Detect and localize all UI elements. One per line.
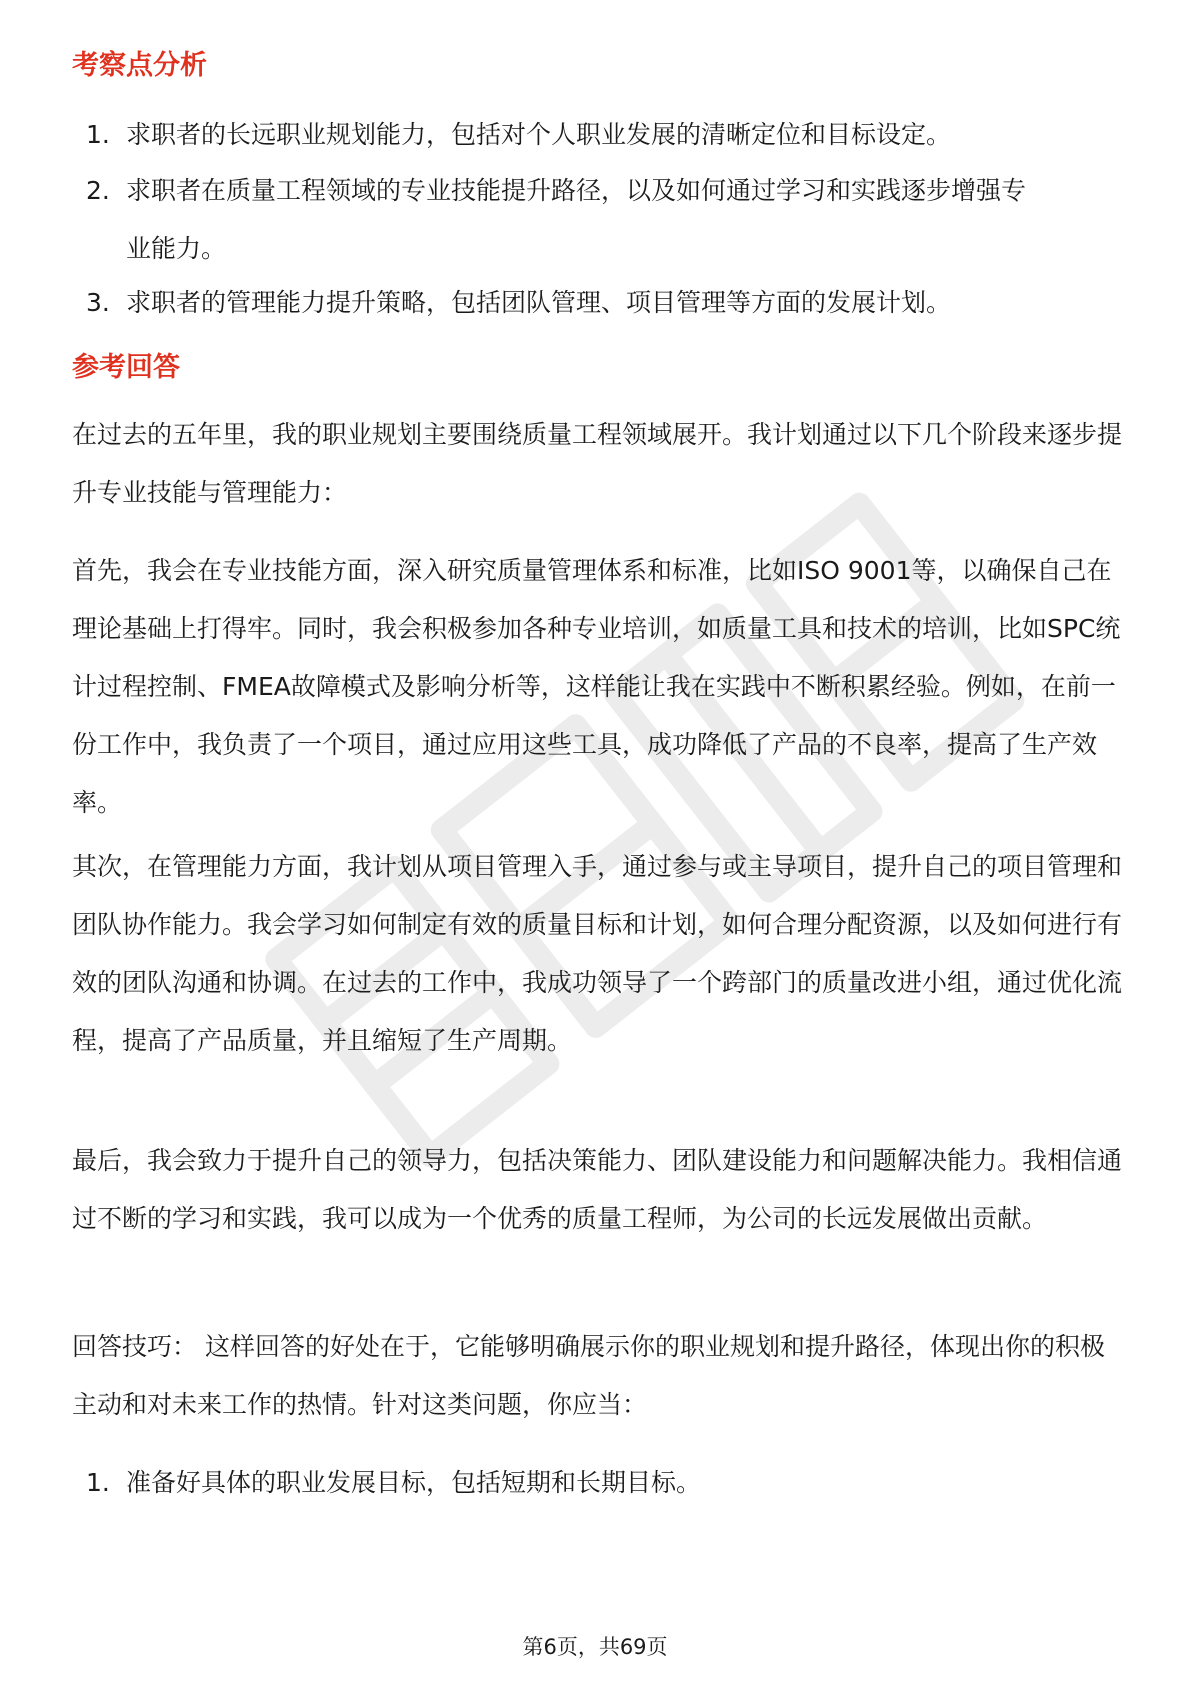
list-item-number: 3.	[86, 288, 110, 317]
list-item-number: 2.	[86, 176, 110, 205]
answer-paragraph-intro: 在过去的五年里，我的职业规划主要围绕质量工程领域展开。我计划通过以下几个阶段来逐步提升专业技能与管理能力：	[72, 420, 1123, 507]
section-heading-analysis: 考察点分析	[72, 50, 207, 81]
answer-tips-paragraph: 回答技巧： 这样回答的好处在于，它能够明确展示你的职业规划和提升路径，体现出你的积极主动和对未来工作的热情。针对这类问题，你应当：	[72, 1332, 1105, 1419]
section-heading-answer: 参考回答	[72, 352, 180, 383]
list-item-text: 求职者的长远职业规划能力，包括对个人职业发展的清晰定位和目标设定。	[126, 120, 952, 149]
answer-paragraph-management: 其次，在管理能力方面，我计划从项目管理入手，通过参与或主导项目，提升自己的项目管理和团队协作能力。我会学习如何制定有效的质量目标和计划，如何合理分配资源，以及如何进行有效的团队沟通和协调。在过去的工作中，我成功领导了一个跨部门的质量改进小组，通过优化流程，提高了产品质量，并且缩短了生产周期。	[72, 852, 1123, 1055]
list-item-number: 1.	[86, 1468, 110, 1497]
list-item-text: 求职者的管理能力提升策略，包括团队管理、项目管理等方面的发展计划。	[126, 288, 952, 317]
answer-paragraph-leadership: 最后，我会致力于提升自己的领导力，包括决策能力、团队建设能力和问题解决能力。我相信通过不断的学习和实践，我可以成为一个优秀的质量工程师，为公司的长远发展做出贡献。	[72, 1146, 1123, 1233]
list-item-text: 求职者在质量工程领域的专业技能提升路径，以及如何通过学习和实践逐步增强专业能力。	[126, 176, 1027, 263]
list-item-number: 1.	[86, 120, 110, 149]
page-number-footer: 第6页，共69页	[522, 1635, 668, 1659]
answer-paragraph-skills: 首先，我会在专业技能方面，深入研究质量管理体系和标准，比如ISO 9001等，以确保自己在理论基础上打得牢。同时，我会积极参加各种专业培训，如质量工具和技术的培训，比如SPC统计过程控制、FMEA故障模式及影响分析等，这样能让我在实践中不断积累经验。例如，在前一份工作中，我负责了一个项目，通过应用这些工具，成功降低了产品的不良率，提高了生产效率。	[72, 556, 1121, 817]
list-item-text: 准备好具体的职业发展目标，包括短期和长期目标。	[126, 1468, 702, 1497]
